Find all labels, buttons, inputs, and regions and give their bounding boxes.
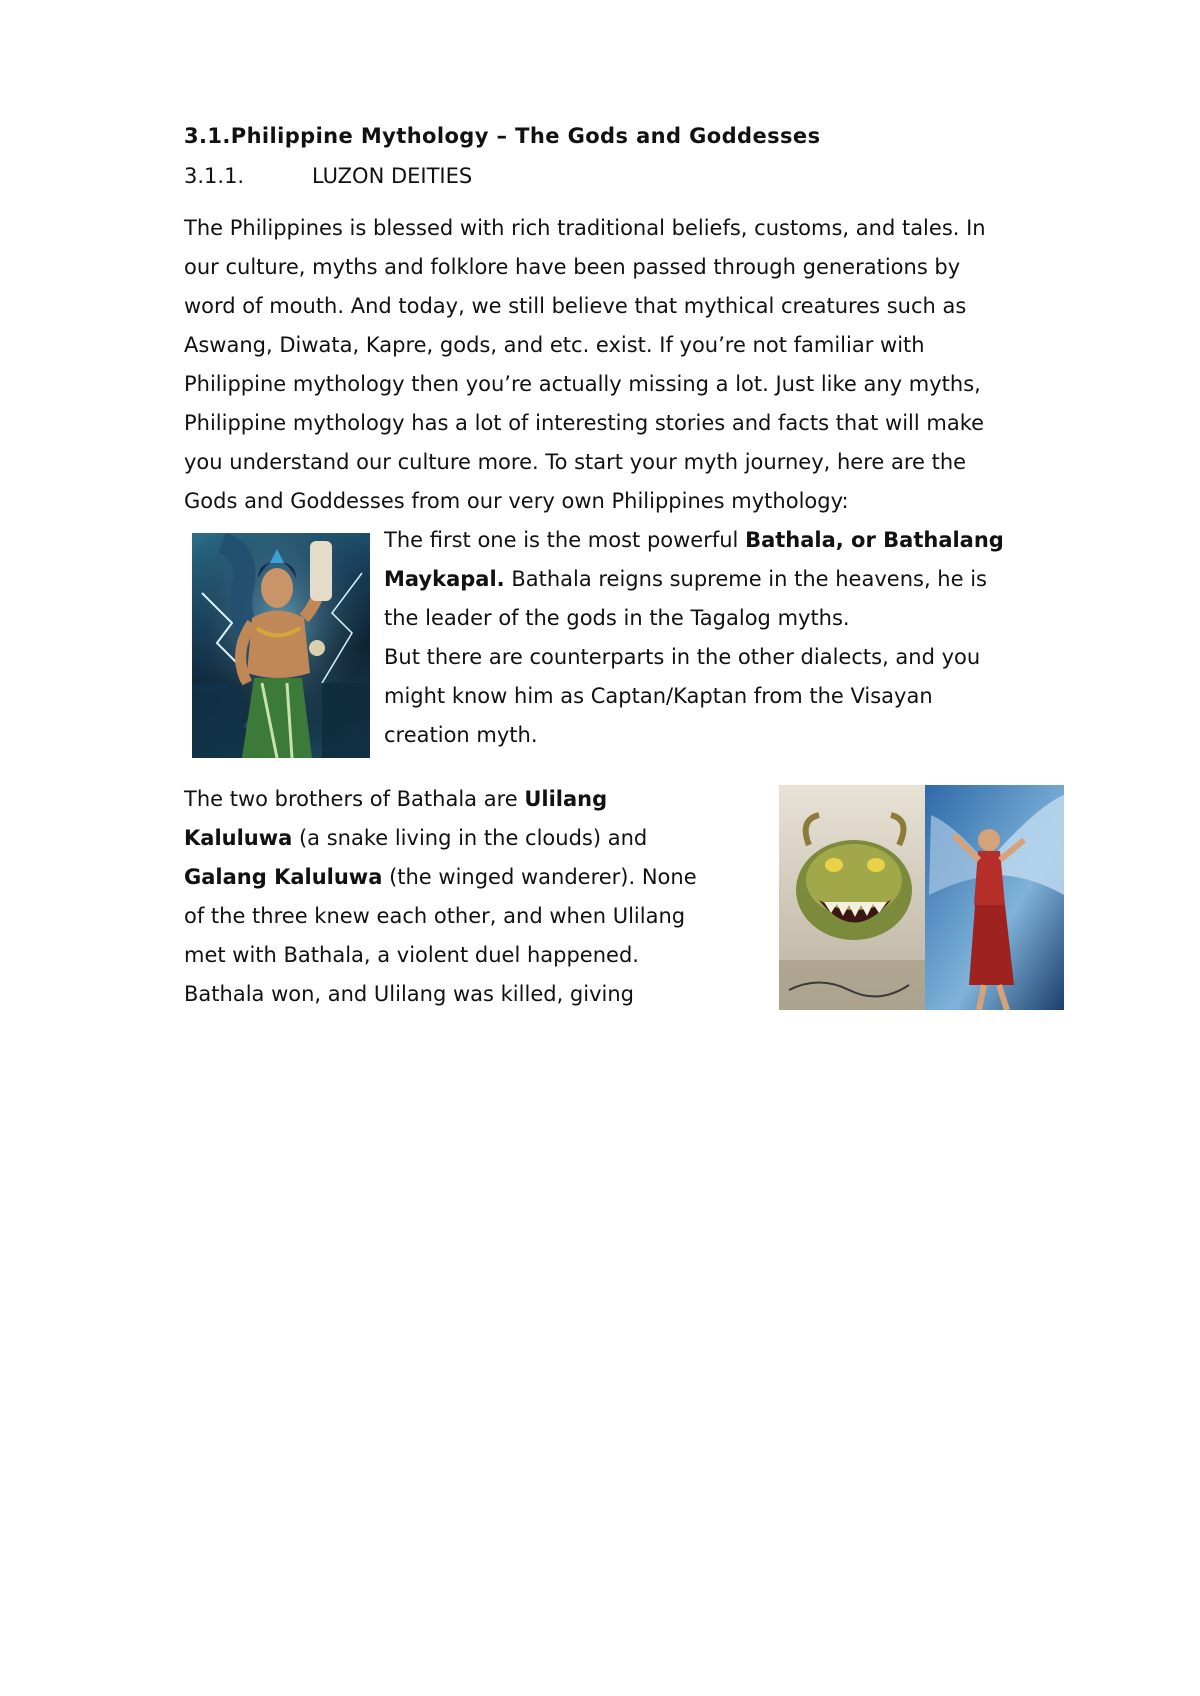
brothers-line-text: (the winged wanderer). None xyxy=(382,865,697,889)
bathala-line: But there are counterparts in the other dialects, and you xyxy=(384,645,981,669)
ulilang-name-cont: Kaluluwa xyxy=(184,826,293,850)
brothers-line xyxy=(184,819,744,858)
bathala-line-text: Bathala reigns supreme in the heavens, he is xyxy=(504,567,987,591)
intro-line: The Philippines is blessed with rich traditional beliefs, customs, and tales. In xyxy=(184,216,986,240)
intro-line: Gods and Goddesses from our very own Philippines mythology: xyxy=(184,489,849,513)
brothers-illustration-svg xyxy=(779,785,1064,1010)
bathala-illustration-icon xyxy=(192,533,370,758)
intro-paragraph xyxy=(184,209,1064,521)
intro-line: word of mouth. And today, we still believe that mythical creatures such as xyxy=(184,294,967,318)
bathala-line xyxy=(384,560,1064,599)
brothers-line xyxy=(184,780,744,819)
section-title: 3.1.Philippine Mythology – The Gods and Goddesses xyxy=(184,124,821,148)
brothers-line: Bathala won, and Ulilang was killed, giving xyxy=(184,982,634,1006)
brothers-line: met with Bathala, a violent duel happened. xyxy=(184,943,639,967)
brothers-line-text: The two brothers of Bathala are xyxy=(184,787,525,811)
bathala-illustration-svg xyxy=(192,533,370,758)
brothers-line: of the three knew each other, and when Ulilang xyxy=(184,904,686,928)
ulilang-name: Ulilang xyxy=(524,787,608,811)
intro-line: our culture, myths and folklore have been passed through generations by xyxy=(184,255,961,279)
bathala-line-text: The first one is the most powerful xyxy=(384,528,746,552)
subsection-heading xyxy=(184,164,472,188)
intro-line: Philippine mythology has a lot of interesting stories and facts that will make xyxy=(184,411,985,435)
bathala-line xyxy=(384,521,1064,560)
brothers-line-text: (a snake living in the clouds) and xyxy=(292,826,648,850)
subsection-title: LUZON DEITIES xyxy=(312,164,473,188)
subsection-number: 3.1.1. xyxy=(184,164,245,188)
intro-line: you understand our culture more. To start your myth journey, here are the xyxy=(184,450,967,474)
ulilang-and-galang-illustration-icon xyxy=(779,785,1064,1010)
bathala-name-cont: Maykapal. xyxy=(384,567,505,591)
bathala-name: Bathala, or Bathalang xyxy=(745,528,1004,552)
intro-line: Philippine mythology then you’re actually missing a lot. Just like any myths, xyxy=(184,372,981,396)
brothers-line xyxy=(184,858,744,897)
intro-line: Aswang, Diwata, Kapre, gods, and etc. exist. If you’re not familiar with xyxy=(184,333,925,357)
galang-name: Galang Kaluluwa xyxy=(184,865,383,889)
bathala-line: might know him as Captan/Kaptan from the Visayan xyxy=(384,684,933,708)
bathala-line: the leader of the gods in the Tagalog myths. xyxy=(384,606,850,630)
bathala-paragraph xyxy=(384,521,1064,755)
bathala-line: creation myth. xyxy=(384,723,538,747)
brothers-paragraph xyxy=(184,780,744,1014)
